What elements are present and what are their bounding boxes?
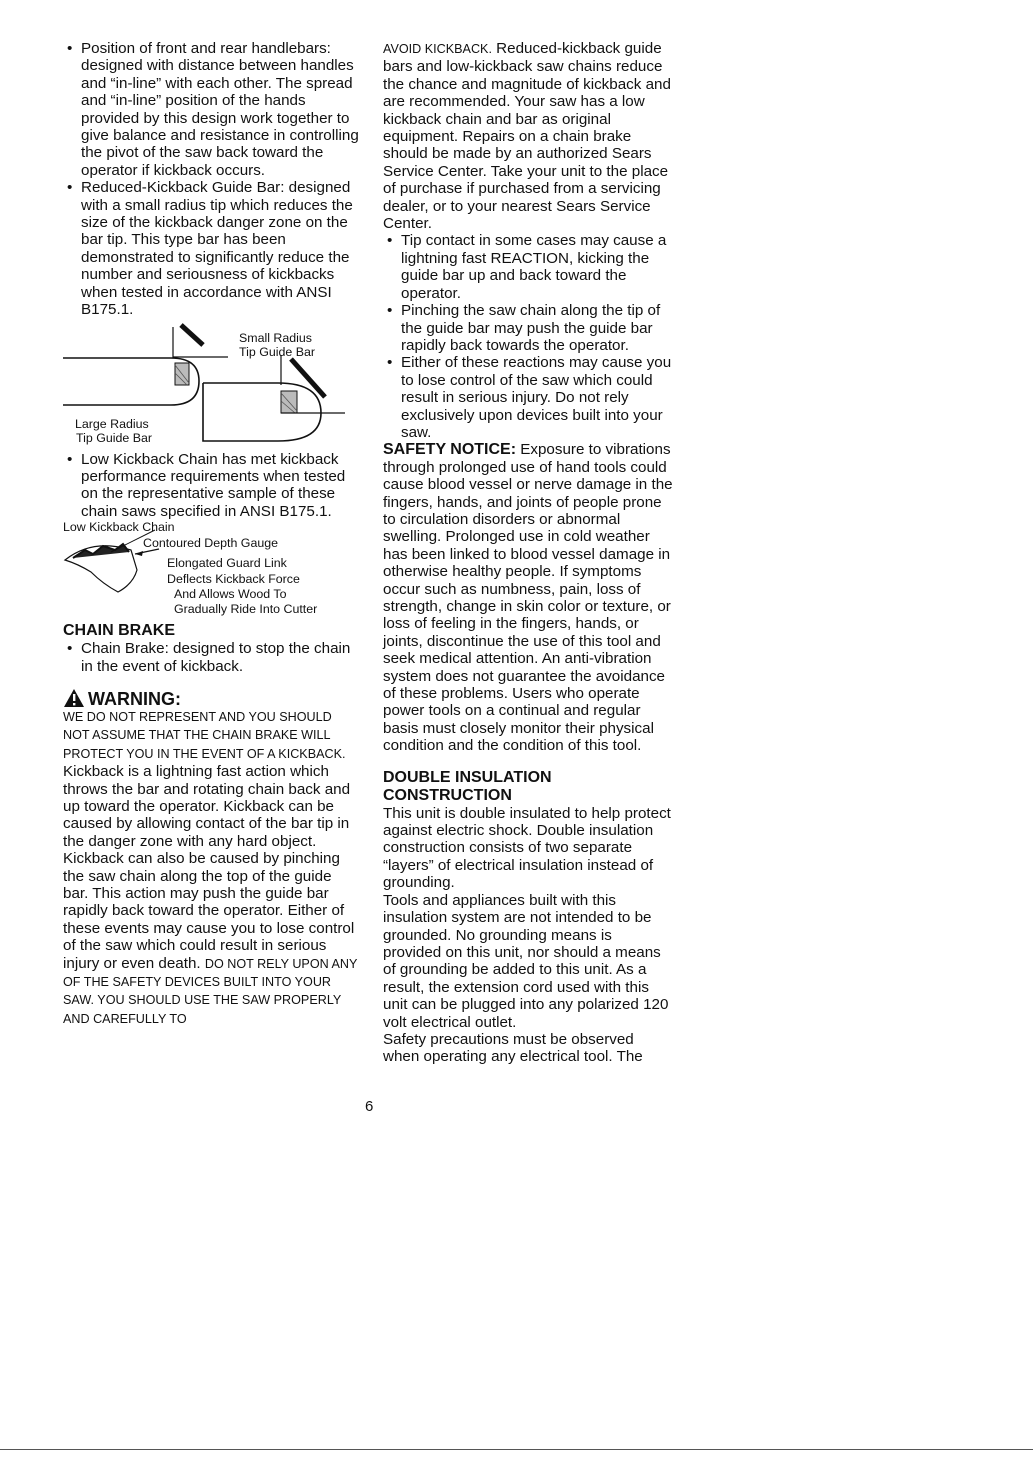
safety-notice-paragraph: SAFETY NOTICE: Exposure to vibrations through prolonged use of hand tools could cause blood vessel or nerve damage in the fingers, hands, and joints of people prone to circulation disorders or abnormal swelling. Prolonged use in cold weather has been linked to blood vessel damage in otherwise healthy people. If symptoms occur such as numbness, pain, loss of strength, change in skin color or texture, or loss of feeling in the fingers, hands, or joints, discontinue the use of this tool and seek medical attention. An anti-vibration system does not guarantee the avoidance of these problems. Users who operate power tools on a continual and regular basis must closely monitor their physical condition and the condition of this tool. <box>383 441 673 755</box>
list-item: • Reduced-Kickback Guide Bar: designed with a small radius tip which reduces the size of the kickback danger zone on the bar tip. This type bar has been demonstrated to significantly reduce the number and seriousness of kickbacks when tested in accordance with ANSI B175.1. <box>63 179 360 318</box>
left-column <box>63 40 360 1028</box>
guide-bar-radius-figure <box>63 323 360 451</box>
list-item: • Tip contact in some cases may cause a lightning fast REACTION, kicking the guide bar up and back toward the operator. <box>383 232 673 302</box>
low-kickback-list <box>63 451 360 521</box>
small-radius-label: Small Radius Tip Guide Bar <box>239 330 315 359</box>
list-item: • Position of front and rear handlebars: designed with distance between handles and “in-line” with each other. The spread and “in-line” position of the hands provided by this design work together to give balance and resistance in controlling the pivot of the saw back toward the operator if kickback occurs. <box>63 40 360 179</box>
right-column <box>383 40 673 1066</box>
list-item: • Chain Brake: designed to stop the chain in the event of kickback. <box>63 640 360 675</box>
chain-brake-list <box>63 640 360 675</box>
allows-wood-label: And Allows Wood To <box>174 587 287 602</box>
double-insulation-heading: DOUBLE INSULATION CONSTRUCTION <box>383 768 552 804</box>
avoid-kickback-paragraph: AVOID KICKBACK. Reduced-kickback guide bars and low-kickback saw chains reduce the chance and magnitude of kickback and are recommended. Your saw has a low kickback chain and bar as original equipment. Repairs on a chain brake should be made by an authorized Sears Service Center. Take your unit to the place of purchase if purchased from a servicing dealer, or to your nearest Sears Service Center. <box>383 40 671 233</box>
warning-label: WARNING: <box>88 688 181 709</box>
large-radius-label: Large Radius Tip Guide Bar <box>75 416 152 445</box>
list-item: • Either of these reactions may cause you to lose control of the saw which could result in serious injury. Do not rely exclusively upon devices built into your saw. <box>383 354 673 441</box>
low-kickback-chain-title: Low Kickback Chain <box>63 520 175 535</box>
page-number: 6 <box>365 1098 374 1115</box>
warning-title <box>63 688 360 708</box>
kickback-reaction-list <box>383 232 673 441</box>
low-kickback-chain-figure <box>63 520 360 617</box>
bottom-rule <box>0 1449 1033 1450</box>
list-item: • Low Kickback Chain has met kickback performance requirements when tested on the representative sample of these chain saws specified in ANSI B175.1. <box>63 451 360 521</box>
list-item: • Pinching the saw chain along the tip of the guide bar may push the guide bar rapidly back towards the operator. <box>383 302 673 354</box>
gradually-ride-label: Gradually Ride Into Cutter <box>174 602 318 617</box>
double-insulation-paragraph-1: This unit is double insulated to help protect against electric shock. Double insulation construction consists of two separate “layers” of electrical insulation instead of grounding. <box>383 804 671 892</box>
chain-brake-heading: CHAIN BRAKE <box>63 622 175 640</box>
double-insulation-paragraph-2: Tools and appliances built with this insulation system are not intended to be grounded. No grounding means is provided on this unit, nor should a means of grounding be added to this unit. As a result, the extension cord used with this unit can be plugged into any polarized 120 volt electrical outlet. <box>383 891 669 1031</box>
deflects-label: Deflects Kickback Force <box>167 572 300 587</box>
elongated-guard-link-label: Elongated Guard Link <box>167 556 287 571</box>
warning-triangle-icon <box>63 688 85 708</box>
contoured-depth-gauge-label: Contoured Depth Gauge <box>143 536 279 551</box>
handlebar-guide-bar-list <box>63 40 360 319</box>
double-insulation-paragraph-3: Safety precautions must be observed when operating any electrical tool. The <box>383 1030 643 1066</box>
warning-paragraph: WE DO NOT REPRESENT AND YOU SHOULD NOT ASSUME THAT THE CHAIN BRAKE WILL PROTECT YOU IN THE EVENT OF A KICKBACK. Kickback is a lightning fast action which throws the bar and rotating chain back and up toward the operator. Kickback can be caused by allowing contact of the bar tip in the danger zone with any hard object. Kickback can also be caused by pinching the saw chain along the top of the guide bar. This action may push the guide bar rapidly back toward the operator. Either of these events may cause you to lose control of the saw which could result in serious injury or even death. DO NOT RELY UPON ANY OF THE SAFETY DEVICES BUILT INTO YOUR SAW. YOU SHOULD USE THE SAW PROPERLY AND CAREFULLY TO <box>63 709 358 1026</box>
